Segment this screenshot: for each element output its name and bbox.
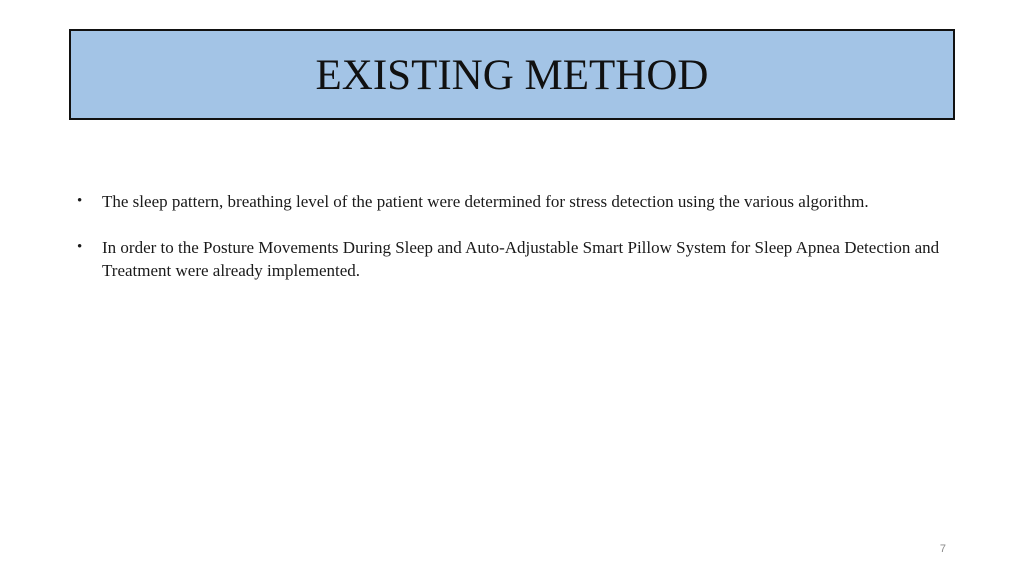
bullet-list [70,190,950,305]
slide-title: EXISTING METHOD [315,52,709,99]
bullet-text: In order to the Posture Movements During Sleep and Auto-Adjustable Smart Pillow System for Sleep Apnea Detection and Treatment were already implemented. [102,237,940,280]
title-banner [69,29,955,120]
bullet-dot-icon: • [77,238,83,255]
bullet-dot-icon: • [77,193,83,209]
bullet-text: The sleep pattern, breathing level of the patient were determined for stress detection using the various algorithm. [102,192,869,211]
page-number: 7 [939,543,946,555]
bullet-item [70,236,950,283]
bullet-item [70,190,950,214]
